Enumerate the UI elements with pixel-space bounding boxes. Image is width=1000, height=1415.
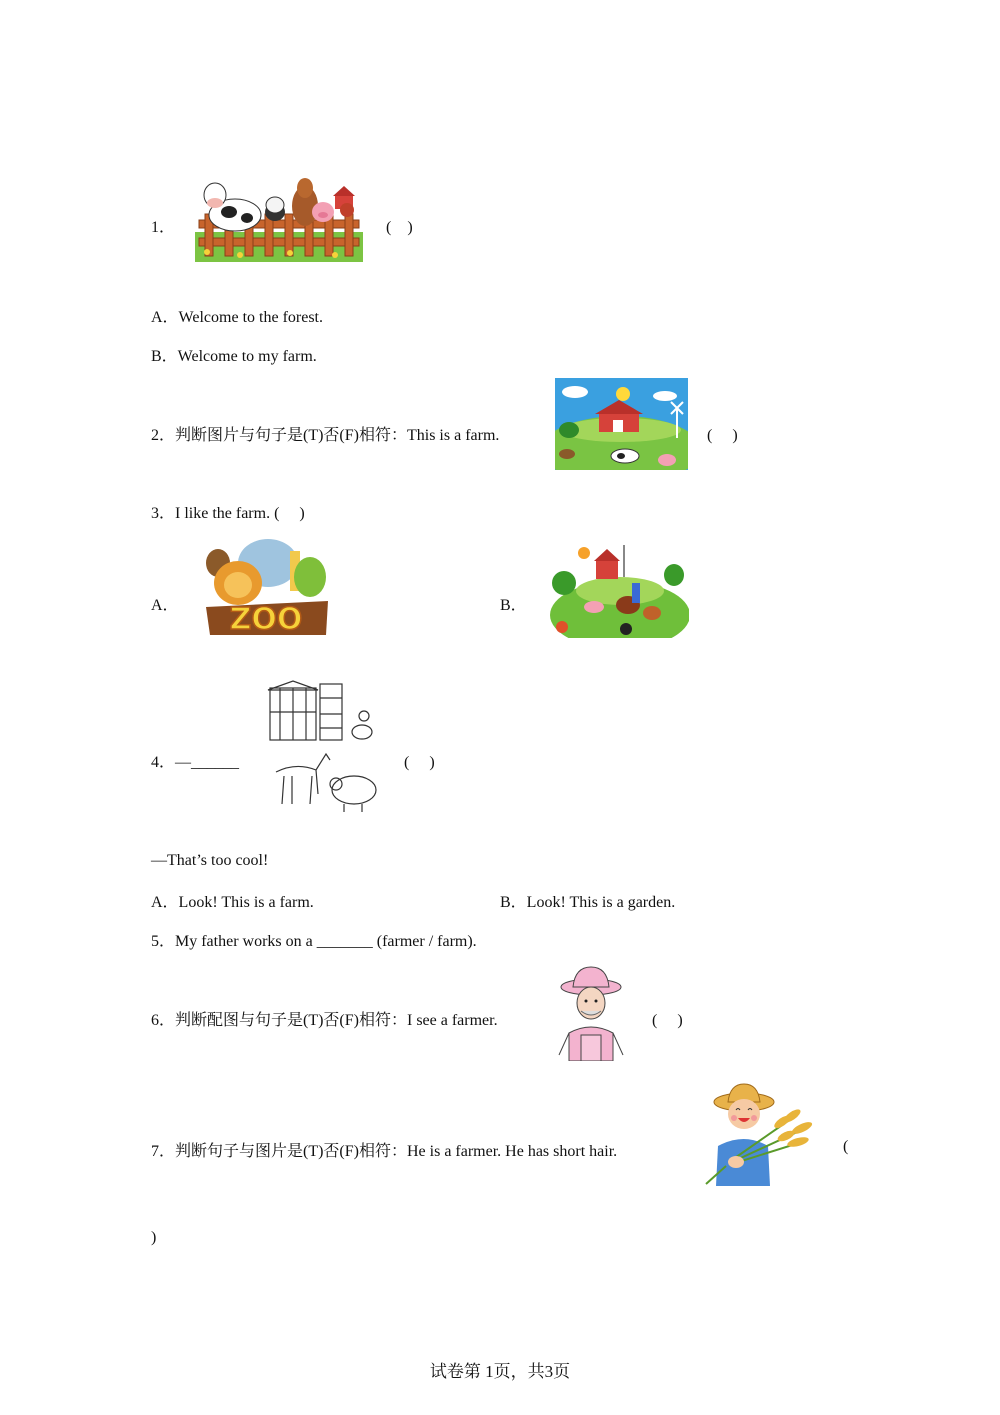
q3-statement[interactable]: 3．I like the farm. ( ) (151, 505, 305, 522)
q3-zoo-sign-text: ZOO (229, 602, 303, 637)
page-footer: 试卷第 1页，共3页 (429, 1362, 571, 1381)
q6-statement: 6．判断配图与句子是(T)否(F)相符：I see a farmer. (151, 1012, 498, 1029)
q7-answer-bracket-open[interactable]: ( (843, 1138, 849, 1155)
q4-option-b[interactable]: B．Look! This is a garden. (500, 894, 676, 911)
q2-statement: 2．判断图片与句子是(T)否(F)相符：This is a farm. (151, 427, 500, 444)
q2-answer-bracket[interactable]: ( ) (707, 427, 738, 444)
q7-answer-bracket-close: ) (151, 1229, 157, 1246)
q1-option-b[interactable]: B．Welcome to my farm. (151, 348, 317, 365)
q1-answer-bracket[interactable]: ( ) (386, 219, 413, 236)
q3-option-a[interactable]: A． (151, 597, 179, 614)
q5-statement[interactable]: 5．My father works on a _______ (farmer / farm). (151, 933, 477, 950)
q4-option-a[interactable]: A．Look! This is a farm. (151, 894, 314, 911)
q7-statement: 7．判断句子与图片是(T)否(F)相符：He is a farmer. He has short hair. (151, 1143, 618, 1160)
q7-farmer-with-wheat-image (702, 1080, 820, 1186)
q6-answer-bracket[interactable]: ( ) (652, 1012, 683, 1029)
q4-farm-sketch-image (266, 680, 385, 812)
q3-farm-image (548, 537, 689, 638)
q1-number: 1． (151, 219, 176, 236)
q3-zoo-image (198, 537, 335, 637)
q1-option-a[interactable]: A．Welcome to the forest. (151, 309, 323, 326)
q1-farm-animals-image (195, 160, 363, 262)
q3-option-b[interactable]: B． (500, 597, 527, 614)
q4-answer-bracket[interactable]: ( ) (404, 754, 435, 771)
q2-farm-landscape-image (555, 378, 688, 470)
q4-statement: 4．—______ (151, 754, 240, 771)
q4-reply: —That’s too cool! (151, 852, 269, 869)
q6-farmer-image (551, 963, 633, 1061)
